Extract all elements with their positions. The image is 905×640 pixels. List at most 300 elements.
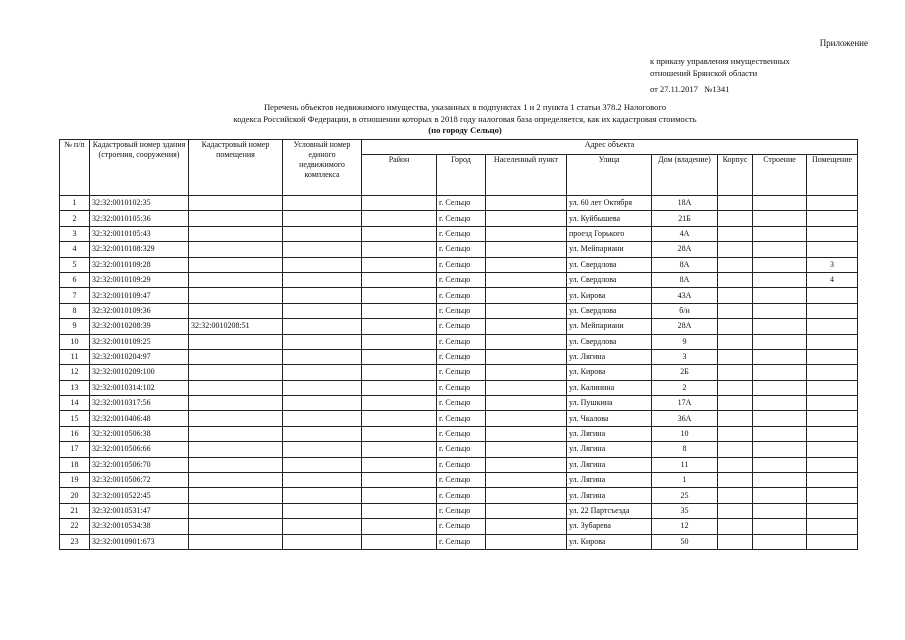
- city-cell: г. Сельцо: [437, 196, 486, 211]
- corpus-cell: [718, 503, 753, 518]
- building-cell: [753, 503, 807, 518]
- house-cell: 4А: [652, 226, 718, 241]
- locality-cell: [486, 303, 567, 318]
- row-number: 15: [60, 411, 90, 426]
- room-cell: 4: [807, 272, 858, 287]
- city-cell: г. Сельцо: [437, 211, 486, 226]
- building-cell: [753, 288, 807, 303]
- house-cell: 28А: [652, 242, 718, 257]
- street-cell: проезд Горького: [567, 226, 652, 241]
- corpus-cell: [718, 319, 753, 334]
- corpus-cell: [718, 426, 753, 441]
- street-cell: ул. Кирова: [567, 288, 652, 303]
- street-cell: ул. Свердлова: [567, 334, 652, 349]
- house-cell: б/н: [652, 303, 718, 318]
- building-cell: [753, 272, 807, 287]
- table-body: [60, 196, 858, 550]
- building-cell: [753, 411, 807, 426]
- house-cell: 36А: [652, 411, 718, 426]
- house-cell: 2: [652, 380, 718, 395]
- property-table: [59, 139, 858, 550]
- table-row: [60, 349, 858, 364]
- row-number: 12: [60, 365, 90, 380]
- building-cell: [753, 334, 807, 349]
- appendix-label: Приложение: [819, 38, 868, 48]
- city-cell: г. Сельцо: [437, 519, 486, 534]
- conditional-number: [283, 473, 362, 488]
- room-cadastral-number: 32:32:0010208:51: [189, 319, 283, 334]
- street-cell: ул. Куйбышева: [567, 211, 652, 226]
- table-row: [60, 426, 858, 441]
- locality-cell: [486, 257, 567, 272]
- district-cell: [362, 288, 437, 303]
- room-cadastral-number: [189, 442, 283, 457]
- corpus-cell: [718, 442, 753, 457]
- table-row: [60, 303, 858, 318]
- room-cadastral-number: [189, 257, 283, 272]
- street-cell: ул. Свердлова: [567, 303, 652, 318]
- building-cell: [753, 442, 807, 457]
- district-cell: [362, 365, 437, 380]
- city-cell: г. Сельцо: [437, 411, 486, 426]
- city-cell: г. Сельцо: [437, 396, 486, 411]
- conditional-number: [283, 426, 362, 441]
- street-cell: ул. Мейпариани: [567, 319, 652, 334]
- cadastral-number: 32:32:0010109:29: [90, 272, 189, 287]
- cadastral-number: 32:32:0010506:38: [90, 426, 189, 441]
- conditional-number: [283, 334, 362, 349]
- cadastral-number: 32:32:0010314:102: [90, 380, 189, 395]
- city-cell: г. Сельцо: [437, 442, 486, 457]
- city-cell: г. Сельцо: [437, 349, 486, 364]
- corpus-cell: [718, 519, 753, 534]
- table-row: [60, 396, 858, 411]
- row-number: 23: [60, 534, 90, 549]
- street-cell: ул. Лягина: [567, 488, 652, 503]
- table-row: [60, 442, 858, 457]
- room-cell: [807, 396, 858, 411]
- row-number: 14: [60, 396, 90, 411]
- locality-cell: [486, 226, 567, 241]
- row-number: 2: [60, 211, 90, 226]
- cadastral-number: 32:32:0010531:47: [90, 503, 189, 518]
- order-date: от 27.11.2017: [650, 84, 698, 94]
- table-row: [60, 196, 858, 211]
- room-cell: [807, 503, 858, 518]
- row-number: 19: [60, 473, 90, 488]
- conditional-number: [283, 396, 362, 411]
- corpus-cell: [718, 226, 753, 241]
- table-row: [60, 534, 858, 549]
- room-cadastral-number: [189, 303, 283, 318]
- building-cell: [753, 349, 807, 364]
- corpus-cell: [718, 272, 753, 287]
- building-cell: [753, 196, 807, 211]
- locality-cell: [486, 411, 567, 426]
- district-cell: [362, 411, 437, 426]
- header-street: Улица: [567, 155, 652, 196]
- building-cell: [753, 473, 807, 488]
- room-cell: 3: [807, 257, 858, 272]
- order-note: к приказу управления имущественных отношений Брянской области: [650, 56, 790, 78]
- locality-cell: [486, 519, 567, 534]
- street-cell: ул. Свердлова: [567, 257, 652, 272]
- house-cell: 8А: [652, 257, 718, 272]
- header-room: Помещение: [807, 155, 858, 196]
- room-cell: [807, 211, 858, 226]
- building-cell: [753, 426, 807, 441]
- district-cell: [362, 426, 437, 441]
- corpus-cell: [718, 380, 753, 395]
- house-cell: 2Б: [652, 365, 718, 380]
- district-cell: [362, 519, 437, 534]
- title-line-3: (по городу Сельцо): [428, 125, 502, 135]
- district-cell: [362, 488, 437, 503]
- locality-cell: [486, 473, 567, 488]
- district-cell: [362, 211, 437, 226]
- city-cell: г. Сельцо: [437, 272, 486, 287]
- conditional-number: [283, 380, 362, 395]
- building-cell: [753, 380, 807, 395]
- cadastral-number: 32:32:0010901:673: [90, 534, 189, 549]
- street-cell: ул. Лягина: [567, 426, 652, 441]
- house-cell: 21Б: [652, 211, 718, 226]
- house-cell: 12: [652, 519, 718, 534]
- document-title: [150, 102, 780, 137]
- street-cell: ул. Калинина: [567, 380, 652, 395]
- district-cell: [362, 534, 437, 549]
- street-cell: ул. Лягина: [567, 473, 652, 488]
- city-cell: г. Сельцо: [437, 303, 486, 318]
- conditional-number: [283, 319, 362, 334]
- corpus-cell: [718, 288, 753, 303]
- building-cell: [753, 257, 807, 272]
- district-cell: [362, 380, 437, 395]
- conditional-number: [283, 534, 362, 549]
- locality-cell: [486, 196, 567, 211]
- room-cell: [807, 519, 858, 534]
- cadastral-number: 32:32:0010108:329: [90, 242, 189, 257]
- table-row: [60, 288, 858, 303]
- room-cadastral-number: [189, 211, 283, 226]
- corpus-cell: [718, 211, 753, 226]
- district-cell: [362, 473, 437, 488]
- table-row: [60, 257, 858, 272]
- header-corpus: Корпус: [718, 155, 753, 196]
- locality-cell: [486, 396, 567, 411]
- district-cell: [362, 226, 437, 241]
- room-cadastral-number: [189, 380, 283, 395]
- cadastral-number: 32:32:0010534:38: [90, 519, 189, 534]
- table-row: [60, 242, 858, 257]
- row-number: 17: [60, 442, 90, 457]
- cadastral-number: 32:32:0010109:36: [90, 303, 189, 318]
- table-row: [60, 334, 858, 349]
- row-number: 8: [60, 303, 90, 318]
- conditional-number: [283, 257, 362, 272]
- locality-cell: [486, 272, 567, 287]
- district-cell: [362, 319, 437, 334]
- room-cadastral-number: [189, 226, 283, 241]
- district-cell: [362, 272, 437, 287]
- row-number: 11: [60, 349, 90, 364]
- district-cell: [362, 303, 437, 318]
- city-cell: г. Сельцо: [437, 365, 486, 380]
- room-cell: [807, 426, 858, 441]
- locality-cell: [486, 365, 567, 380]
- header-building: Строение: [753, 155, 807, 196]
- house-cell: 28А: [652, 319, 718, 334]
- city-cell: г. Сельцо: [437, 226, 486, 241]
- cadastral-number: 32:32:0010506:70: [90, 457, 189, 472]
- room-cell: [807, 442, 858, 457]
- room-cadastral-number: [189, 349, 283, 364]
- room-cell: [807, 349, 858, 364]
- room-cadastral-number: [189, 396, 283, 411]
- building-cell: [753, 242, 807, 257]
- building-cell: [753, 488, 807, 503]
- corpus-cell: [718, 396, 753, 411]
- building-cell: [753, 303, 807, 318]
- street-cell: ул. 22 Партсъезда: [567, 503, 652, 518]
- room-cadastral-number: [189, 365, 283, 380]
- district-cell: [362, 242, 437, 257]
- cadastral-number: 32:32:0010522:45: [90, 488, 189, 503]
- room-cadastral-number: [189, 503, 283, 518]
- conditional-number: [283, 488, 362, 503]
- table-row: [60, 519, 858, 534]
- cadastral-number: 32:32:0010105:43: [90, 226, 189, 241]
- room-cell: [807, 411, 858, 426]
- building-cell: [753, 519, 807, 534]
- table-row: [60, 380, 858, 395]
- order-number: №1341: [704, 84, 730, 94]
- header-row: [60, 140, 858, 155]
- conditional-number: [283, 272, 362, 287]
- district-cell: [362, 196, 437, 211]
- row-number: 10: [60, 334, 90, 349]
- table-row: [60, 503, 858, 518]
- table-row: [60, 365, 858, 380]
- corpus-cell: [718, 473, 753, 488]
- row-number: 1: [60, 196, 90, 211]
- district-cell: [362, 396, 437, 411]
- conditional-number: [283, 442, 362, 457]
- row-number: 3: [60, 226, 90, 241]
- locality-cell: [486, 380, 567, 395]
- room-cadastral-number: [189, 519, 283, 534]
- city-cell: г. Сельцо: [437, 457, 486, 472]
- building-cell: [753, 365, 807, 380]
- house-cell: 17А: [652, 396, 718, 411]
- street-cell: ул. Кирова: [567, 365, 652, 380]
- row-number: 4: [60, 242, 90, 257]
- district-cell: [362, 457, 437, 472]
- room-cell: [807, 380, 858, 395]
- corpus-cell: [718, 534, 753, 549]
- title-line-2: кодекса Российской Федерации, в отношении которых в 2018 году налоговая база определяется, как их кадастровая стоимость: [233, 113, 697, 124]
- street-cell: ул. 60 лет Октября: [567, 196, 652, 211]
- house-cell: 8: [652, 442, 718, 457]
- conditional-number: [283, 411, 362, 426]
- row-number: 22: [60, 519, 90, 534]
- table-row: [60, 319, 858, 334]
- conditional-number: [283, 211, 362, 226]
- room-cell: [807, 196, 858, 211]
- locality-cell: [486, 457, 567, 472]
- corpus-cell: [718, 196, 753, 211]
- building-cell: [753, 319, 807, 334]
- cadastral-number: 32:32:0010208:39: [90, 319, 189, 334]
- street-cell: ул. Лягина: [567, 457, 652, 472]
- room-cell: [807, 334, 858, 349]
- locality-cell: [486, 426, 567, 441]
- room-cell: [807, 457, 858, 472]
- row-number: 7: [60, 288, 90, 303]
- conditional-number: [283, 288, 362, 303]
- locality-cell: [486, 442, 567, 457]
- locality-cell: [486, 503, 567, 518]
- locality-cell: [486, 488, 567, 503]
- header-house: Дом (владение): [652, 155, 718, 196]
- room-cadastral-number: [189, 534, 283, 549]
- conditional-number: [283, 519, 362, 534]
- cadastral-number: 32:32:0010105:36: [90, 211, 189, 226]
- cadastral-number: 32:32:0010209:100: [90, 365, 189, 380]
- street-cell: ул. Кирова: [567, 534, 652, 549]
- row-number: 9: [60, 319, 90, 334]
- conditional-number: [283, 365, 362, 380]
- room-cell: [807, 488, 858, 503]
- street-cell: ул. Лягина: [567, 349, 652, 364]
- district-cell: [362, 349, 437, 364]
- house-cell: 43А: [652, 288, 718, 303]
- house-cell: 9: [652, 334, 718, 349]
- room-cell: [807, 365, 858, 380]
- header-locality: Населенный пункт: [486, 155, 567, 196]
- table-row: [60, 411, 858, 426]
- corpus-cell: [718, 488, 753, 503]
- conditional-number: [283, 226, 362, 241]
- city-cell: г. Сельцо: [437, 473, 486, 488]
- header-cad-building: Кадастровый номер здания (строения, сооружения): [90, 140, 189, 196]
- cadastral-number: 32:32:0010109:25: [90, 334, 189, 349]
- house-cell: 8А: [652, 272, 718, 287]
- city-cell: г. Сельцо: [437, 380, 486, 395]
- room-cadastral-number: [189, 473, 283, 488]
- house-cell: 10: [652, 426, 718, 441]
- building-cell: [753, 211, 807, 226]
- locality-cell: [486, 534, 567, 549]
- table-row: [60, 226, 858, 241]
- house-cell: 3: [652, 349, 718, 364]
- cadastral-number: 32:32:0010109:47: [90, 288, 189, 303]
- conditional-number: [283, 196, 362, 211]
- room-cell: [807, 226, 858, 241]
- header-cond-number: Условный номер единого недвижимого комплекса: [283, 140, 362, 196]
- city-cell: г. Сельцо: [437, 334, 486, 349]
- city-cell: г. Сельцо: [437, 426, 486, 441]
- table-row: [60, 457, 858, 472]
- room-cell: [807, 288, 858, 303]
- room-cadastral-number: [189, 411, 283, 426]
- title-line-1: Перечень объектов недвижимого имущества, указанных в подпунктах 1 и 2 пункта 1 статьи 378.2 Налогового: [263, 102, 667, 112]
- room-cadastral-number: [189, 288, 283, 303]
- corpus-cell: [718, 349, 753, 364]
- room-cadastral-number: [189, 488, 283, 503]
- district-cell: [362, 334, 437, 349]
- room-cell: [807, 473, 858, 488]
- city-cell: г. Сельцо: [437, 288, 486, 303]
- street-cell: ул. Зубарева: [567, 519, 652, 534]
- house-cell: 35: [652, 503, 718, 518]
- city-cell: г. Сельцо: [437, 257, 486, 272]
- corpus-cell: [718, 411, 753, 426]
- room-cadastral-number: [189, 196, 283, 211]
- city-cell: г. Сельцо: [437, 319, 486, 334]
- conditional-number: [283, 349, 362, 364]
- city-cell: г. Сельцо: [437, 242, 486, 257]
- header-cad-room: Кадастровый номер помещения: [189, 140, 283, 196]
- building-cell: [753, 226, 807, 241]
- house-cell: 18А: [652, 196, 718, 211]
- conditional-number: [283, 303, 362, 318]
- locality-cell: [486, 211, 567, 226]
- room-cadastral-number: [189, 457, 283, 472]
- city-cell: г. Сельцо: [437, 488, 486, 503]
- street-cell: ул. Свердлова: [567, 272, 652, 287]
- row-number: 16: [60, 426, 90, 441]
- locality-cell: [486, 288, 567, 303]
- conditional-number: [283, 457, 362, 472]
- district-cell: [362, 257, 437, 272]
- room-cell: [807, 319, 858, 334]
- street-cell: ул. Лягина: [567, 442, 652, 457]
- conditional-number: [283, 242, 362, 257]
- header-city: Город: [437, 155, 486, 196]
- row-number: 13: [60, 380, 90, 395]
- cadastral-number: 32:32:0010506:72: [90, 473, 189, 488]
- room-cell: [807, 534, 858, 549]
- corpus-cell: [718, 257, 753, 272]
- room-cell: [807, 242, 858, 257]
- cadastral-number: 32:32:0010102:35: [90, 196, 189, 211]
- room-cadastral-number: [189, 242, 283, 257]
- corpus-cell: [718, 242, 753, 257]
- cadastral-number: 32:32:0010109:28: [90, 257, 189, 272]
- street-cell: ул. Мейпариани: [567, 242, 652, 257]
- table-row: [60, 473, 858, 488]
- district-cell: [362, 442, 437, 457]
- locality-cell: [486, 349, 567, 364]
- street-cell: ул. Чкалова: [567, 411, 652, 426]
- room-cadastral-number: [189, 334, 283, 349]
- corpus-cell: [718, 457, 753, 472]
- row-number: 20: [60, 488, 90, 503]
- building-cell: [753, 396, 807, 411]
- cadastral-number: 32:32:0010317:56: [90, 396, 189, 411]
- locality-cell: [486, 242, 567, 257]
- header-address: Адрес объекта: [362, 140, 858, 155]
- locality-cell: [486, 319, 567, 334]
- house-cell: 50: [652, 534, 718, 549]
- locality-cell: [486, 334, 567, 349]
- row-number: 5: [60, 257, 90, 272]
- corpus-cell: [718, 334, 753, 349]
- header-num: № п/п: [60, 140, 90, 196]
- cadastral-number: 32:32:0010406:48: [90, 411, 189, 426]
- table-row: [60, 488, 858, 503]
